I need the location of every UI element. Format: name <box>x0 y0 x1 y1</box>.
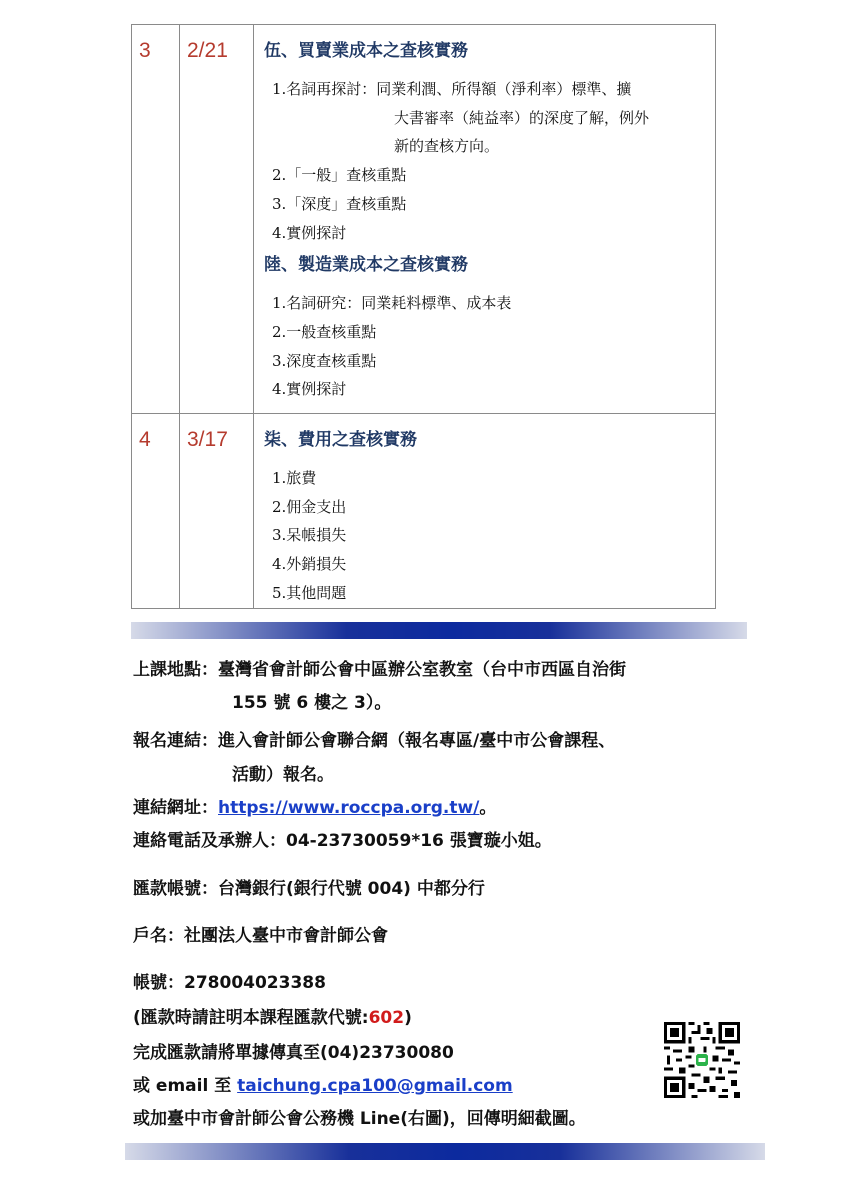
list-item: 3.呆帳損失 <box>272 526 347 545</box>
session-number: 3 <box>132 25 180 414</box>
remit-code: 602 <box>368 1008 405 1028</box>
email-prefix: 或 email 至 <box>133 1076 238 1096</box>
register-line-cont: 活動）報名。 <box>232 765 334 785</box>
list-item: 4.外銷損失 <box>272 555 347 574</box>
list-item: 2.「一般」查核重點 <box>272 166 407 185</box>
session-number: 4 <box>132 414 180 609</box>
list-item: 1.名詞研究：同業耗料標準、成本表 <box>272 294 512 313</box>
divider-bar <box>131 622 747 639</box>
remit-note-line <box>133 1003 412 1028</box>
session-content <box>254 25 716 414</box>
url-line <box>133 793 496 818</box>
email-link[interactable]: taichung.cpa100@gmail.com <box>237 1076 513 1096</box>
table-row <box>132 414 716 609</box>
section-title: 柒、費用之查核實務 <box>264 430 417 450</box>
topic-list <box>272 289 709 404</box>
session-date: 3/17 <box>180 414 254 609</box>
website-link[interactable]: https://www.roccpa.org.tw/ <box>218 798 480 818</box>
list-item: 3.深度查核重點 <box>272 351 377 370</box>
section-title: 伍、買賣業成本之查核實務 <box>264 41 468 61</box>
list-item: 4.實例探討 <box>272 380 347 399</box>
list-item: 4.實例探討 <box>272 223 347 242</box>
location-line: 上課地點：臺灣省會計師公會中區辦公室教室（台中市西區自治街 <box>133 660 626 680</box>
url-label: 連結網址： <box>133 798 218 818</box>
list-item: 1.旅費 <box>272 469 317 487</box>
session-content <box>254 414 716 609</box>
section-title: 陸、製造業成本之查核實務 <box>264 255 468 276</box>
remit-note-prefix: (匯款時請註明本課程匯款代號: <box>133 1008 369 1028</box>
list-item: 2.一般查核重點 <box>272 322 377 341</box>
list-item: 2.佣金支出 <box>272 497 347 516</box>
url-suffix: 。 <box>479 798 497 818</box>
schedule-table <box>131 24 716 609</box>
topic-list <box>272 75 709 247</box>
list-item: 新的查核方向。 <box>394 137 500 156</box>
topic-list <box>272 464 709 608</box>
register-line: 報名連結：進入會計師公會聯合網（報名專區/臺中市公會課程、 <box>133 731 616 751</box>
list-item: 1.名詞再探討：同業利潤、所得額（淨利率）標準、擴 <box>272 80 632 98</box>
account-number-line: 帳號：278004023388 <box>133 973 326 993</box>
location-line-cont: 155 號 6 樓之 3）。 <box>232 693 392 713</box>
list-item: 大書審率（純益率）的深度了解，例外 <box>394 108 650 127</box>
list-item: 3.「深度」查核重點 <box>272 194 407 213</box>
contact-line: 連絡電話及承辦人：04-23730059*16 張寶璇小姐。 <box>133 831 552 851</box>
list-item: 5.其他問題 <box>272 583 347 602</box>
email-line <box>133 1071 513 1096</box>
line-qr-code-icon[interactable] <box>664 1022 740 1098</box>
table-row <box>132 25 716 414</box>
account-name-line: 戶名：社團法人臺中市會計師公會 <box>133 926 388 946</box>
fax-line: 完成匯款請將單據傳真至(04)23730080 <box>133 1043 454 1063</box>
session-date: 2/21 <box>180 25 254 414</box>
divider-bar <box>125 1143 765 1160</box>
remit-note-suffix: ) <box>404 1008 412 1028</box>
line-contact-line: 或加臺中市會計師公會公務機 Line(右圖)，回傳明細截圖。 <box>133 1109 586 1129</box>
bank-line: 匯款帳號：台灣銀行(銀行代號 004) 中都分行 <box>133 879 485 899</box>
